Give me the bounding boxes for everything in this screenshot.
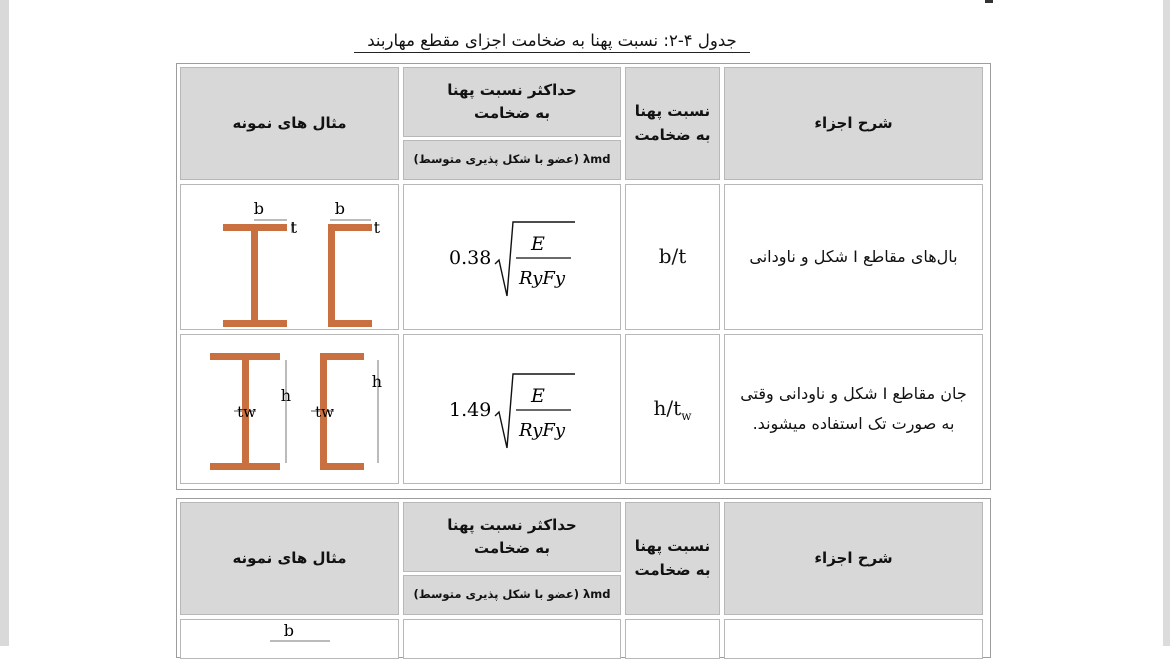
row2-ratio-base: h/t [653,395,682,420]
row3-description [724,619,983,659]
row1-numerator: E [531,233,545,255]
row3-ratio [625,619,720,659]
header-max-ratio-sub [403,140,621,180]
header-examples [180,67,399,180]
row1-coefficient: 0.38 [449,247,492,269]
header-examples-2-text: مثال های نمونه [232,548,347,567]
channel-tw-label: tw [314,403,334,421]
row2-description [724,334,983,484]
header-description-2 [724,502,983,615]
header-examples-text: مثال های نمونه [232,113,347,132]
row3-b-label: b [283,621,294,640]
header-max-ratio-sub-text: λmd (عضو با شکل پذیری متوسط) [413,152,611,167]
header-ratio-2 [625,502,720,615]
row2-denominator: RyFy [519,420,566,441]
i-t-label: t [290,218,297,237]
header-examples-2 [180,502,399,615]
row2-figure-svg [190,339,390,479]
header-max-ratio-text: حداکثر نسبت پهنا به ضخامت [447,80,577,122]
header-ratio [625,67,720,180]
header-ratio-text: نسبت پهنا به ضخامت [634,102,711,144]
row1-description [724,184,983,330]
row2-description-text: جان مقاطع I شکل و ناودانی وقتی به صورت تک استفاده میشوند. [740,383,967,433]
row2-formula-svg [447,364,577,454]
row1-description-text: بال‌های مقاطع I شکل و ناودانی [749,246,958,266]
header-max-ratio-sub-2 [403,575,621,615]
row1-figure [180,184,399,330]
header-ratio-2-text: نسبت پهنا به ضخامت [634,537,711,579]
i-section-top-flange [210,353,280,360]
channel-bottom-flange [320,463,364,470]
i-section-bottom-flange [223,320,287,327]
width-thickness-table [176,63,991,490]
row2-ratio-text [654,396,692,423]
row2-coefficient: 1.49 [449,399,492,421]
i-h-label: h [280,386,291,405]
channel-t-label: t [373,218,380,237]
header-max-ratio [403,67,621,137]
row1-ratio-text [659,244,687,271]
row3-formula [403,619,621,659]
header-max-ratio-2-text: حداکثر نسبت پهنا به ضخامت [447,515,577,557]
row1-ratio-base: b/t [658,243,687,268]
i-tw-label: tw [236,403,256,421]
i-b-label: b [253,199,264,218]
page-edge-right [1163,0,1170,646]
row3-figure [180,619,399,659]
table-caption: جدول ۴-۲: نسبت پهنا به ضخامت اجزای مقطع مهاربند [354,31,750,53]
channel-bottom-flange [328,320,372,327]
channel-b-label: b [334,199,345,218]
width-thickness-table-continued [176,498,991,658]
header-description-text: شرح اجزاء [814,113,893,132]
i-section-bottom-flange [210,463,280,470]
row2-ratio [625,334,720,484]
row2-numerator: E [531,385,545,407]
i-section-web [251,231,258,320]
row2-formula [403,334,621,484]
row1-figure-svg [190,187,390,327]
row1-formula-svg [447,212,577,302]
channel-top-flange [320,353,364,360]
channel-h-label: h [371,372,382,391]
channel-web [328,231,335,320]
page-top-mark [985,0,993,3]
header-description [724,67,983,180]
page-edge-left [0,0,9,646]
i-section-top-flange [223,224,287,231]
row1-ratio [625,184,720,330]
header-max-ratio-sub-2-text: λmd (عضو با شکل پذیری متوسط) [413,587,611,602]
channel-top-flange [328,224,372,231]
row1-formula [403,184,621,330]
row1-denominator: RyFy [519,268,566,289]
row2-figure [180,334,399,484]
header-description-2-text: شرح اجزاء [814,548,893,567]
header-max-ratio-2 [403,502,621,572]
row2-ratio-sub: w [681,408,692,423]
